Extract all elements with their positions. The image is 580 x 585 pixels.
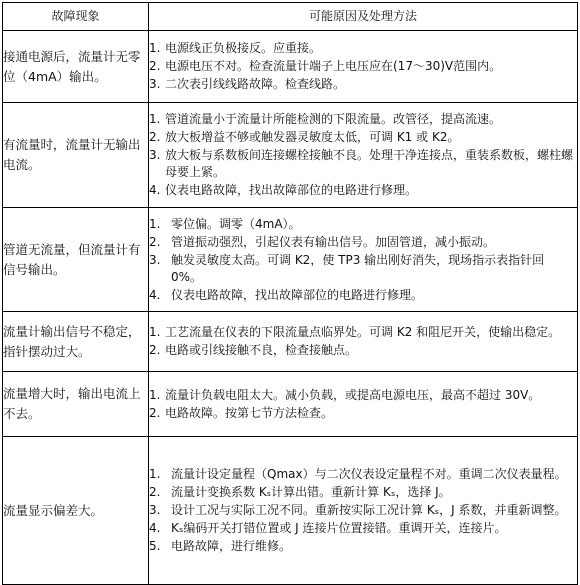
cause-number: 2. — [149, 405, 161, 420]
cause-number: 1. — [149, 41, 161, 55]
cause-text: 电路故障，进行维修。 — [171, 539, 292, 553]
table-row — [3, 103, 578, 208]
cause-number: 1. — [149, 216, 161, 231]
table-row — [3, 437, 578, 585]
fault-symptom: 有流量时，流量计无输出电流。 — [3, 103, 149, 208]
cause-item — [149, 466, 577, 483]
cause-number: 3. — [149, 148, 161, 162]
cause-item — [149, 520, 577, 537]
cause-text: 管道振动强烈，引起仪表有输出信号。加固管道，减小振动。 — [171, 234, 496, 249]
cause-item — [149, 502, 577, 519]
cause-cell — [149, 372, 578, 437]
cause-item — [149, 405, 577, 422]
cause-list — [149, 216, 577, 304]
cause-item — [149, 147, 577, 181]
cause-number: 2. — [149, 234, 161, 249]
cause-number: 2. — [149, 59, 161, 73]
fault-symptom: 流量计输出信号不稳定，指针摆动过大。 — [3, 312, 149, 372]
cause-item — [149, 234, 577, 251]
cause-item — [149, 40, 577, 57]
cause-item — [149, 342, 577, 359]
cause-number: 2. — [149, 343, 161, 357]
cause-list — [149, 324, 577, 359]
cause-number: 2. — [149, 485, 161, 499]
header-row — [3, 3, 578, 31]
fault-symptom: 接通电源后，流量计无零位（4mA）输出。 — [3, 31, 149, 103]
header-symptom: 故障现象 — [3, 3, 149, 31]
cause-item — [149, 111, 577, 128]
cause-text: 仪表电路故障，找出故障部位的电路进行修理。 — [171, 287, 424, 302]
cause-text: 工艺流量在仪表的下限流量点临界处。可调 K2 和阻尼开关，使输出稳定。 — [165, 325, 561, 339]
cause-number: 1. — [149, 325, 161, 339]
table-row — [3, 372, 578, 437]
cause-list — [149, 466, 577, 555]
cause-item — [149, 387, 577, 404]
cause-number: 4. — [149, 183, 161, 197]
table-body — [3, 31, 578, 585]
cause-text: 设计工况与实际工况不同。重新按实际工况计算 Kₛ，J 系数，并重新调整。 — [171, 503, 567, 517]
cause-text: 流量计负载电阻太大。减小负载，或提高电源电压，最高不超过 30V。 — [165, 387, 541, 402]
cause-list — [149, 111, 577, 199]
cause-text: 仪表电路故障，找出故障部位的电路进行修理。 — [165, 183, 418, 197]
cause-text: 流量计变换系数 Kₛ计算出错。重新计算 Kₛ，选择 J。 — [171, 485, 451, 499]
cause-text: 放大板与系数板间连接螺栓接触不良。处理干净连接点，重装系数板，螺柱螺母要上紧。 — [165, 148, 574, 179]
cause-text: 电源线正负极接反。应重接。 — [165, 41, 322, 55]
cause-text: 二次表引线线路故障。检查线路。 — [165, 77, 346, 91]
cause-cell — [149, 103, 578, 208]
cause-number: 3. — [149, 77, 161, 91]
cause-list — [149, 387, 577, 422]
cause-item — [149, 484, 577, 501]
cause-text: 流量计设定量程（Qmax）与二次仪表设定量程不对。重调二次仪表量程。 — [171, 467, 567, 481]
fault-symptom: 管道无流量，但流量计有信号输出。 — [3, 208, 149, 312]
cause-item — [149, 252, 577, 286]
table-row — [3, 312, 578, 372]
cause-text: 电路或引线接触不良，检查接触点。 — [165, 343, 358, 357]
cause-number: 4. — [149, 521, 161, 535]
cause-number: 5. — [149, 539, 161, 553]
header-causes: 可能原因及处理方法 — [149, 3, 578, 31]
cause-item — [149, 76, 577, 93]
cause-number: 2. — [149, 130, 161, 144]
cause-text: 管道流量小于流量计所能检测的下限流量。改管径，提高流速。 — [165, 112, 502, 126]
cause-item — [149, 324, 577, 341]
cause-text: 电路故障。按第七节方法检查。 — [165, 405, 334, 420]
cause-cell — [149, 31, 578, 103]
fault-table — [2, 2, 578, 585]
cause-item — [149, 287, 577, 304]
cause-item — [149, 216, 577, 233]
cause-text: Kₛ编码开关打错位置或 J 连接片位置接错。重调开关，连接片。 — [171, 521, 507, 535]
cause-number: 3. — [149, 252, 161, 267]
cause-text: 放大板增益不够或触发器灵敏度太低，可调 K1 或 K2。 — [165, 130, 460, 144]
fault-symptom: 流量增大时，输出电流上不去。 — [3, 372, 149, 437]
cause-text: 触发灵敏度太高。可调 K2，使 TP3 输出刚好消失，现场指示表指针回 0%。 — [171, 252, 545, 284]
cause-cell — [149, 312, 578, 372]
cause-cell — [149, 208, 578, 312]
cause-text: 零位偏。调零（4mA）。 — [171, 216, 301, 231]
cause-number: 1. — [149, 112, 161, 126]
cause-item — [149, 538, 577, 555]
cause-number: 3. — [149, 503, 161, 517]
table-row — [3, 31, 578, 103]
fault-symptom: 流量显示偏差大。 — [3, 437, 149, 585]
cause-item — [149, 129, 577, 146]
cause-item — [149, 58, 577, 75]
cause-item — [149, 182, 577, 199]
cause-number: 1. — [149, 387, 161, 402]
cause-text: 电源电压不对。检查流量计端子上电压应在(17～30)V范围内。 — [165, 59, 502, 73]
cause-list — [149, 40, 577, 93]
cause-cell — [149, 437, 578, 585]
cause-number: 1. — [149, 467, 161, 481]
cause-number: 4. — [149, 287, 161, 302]
table-row — [3, 208, 578, 312]
